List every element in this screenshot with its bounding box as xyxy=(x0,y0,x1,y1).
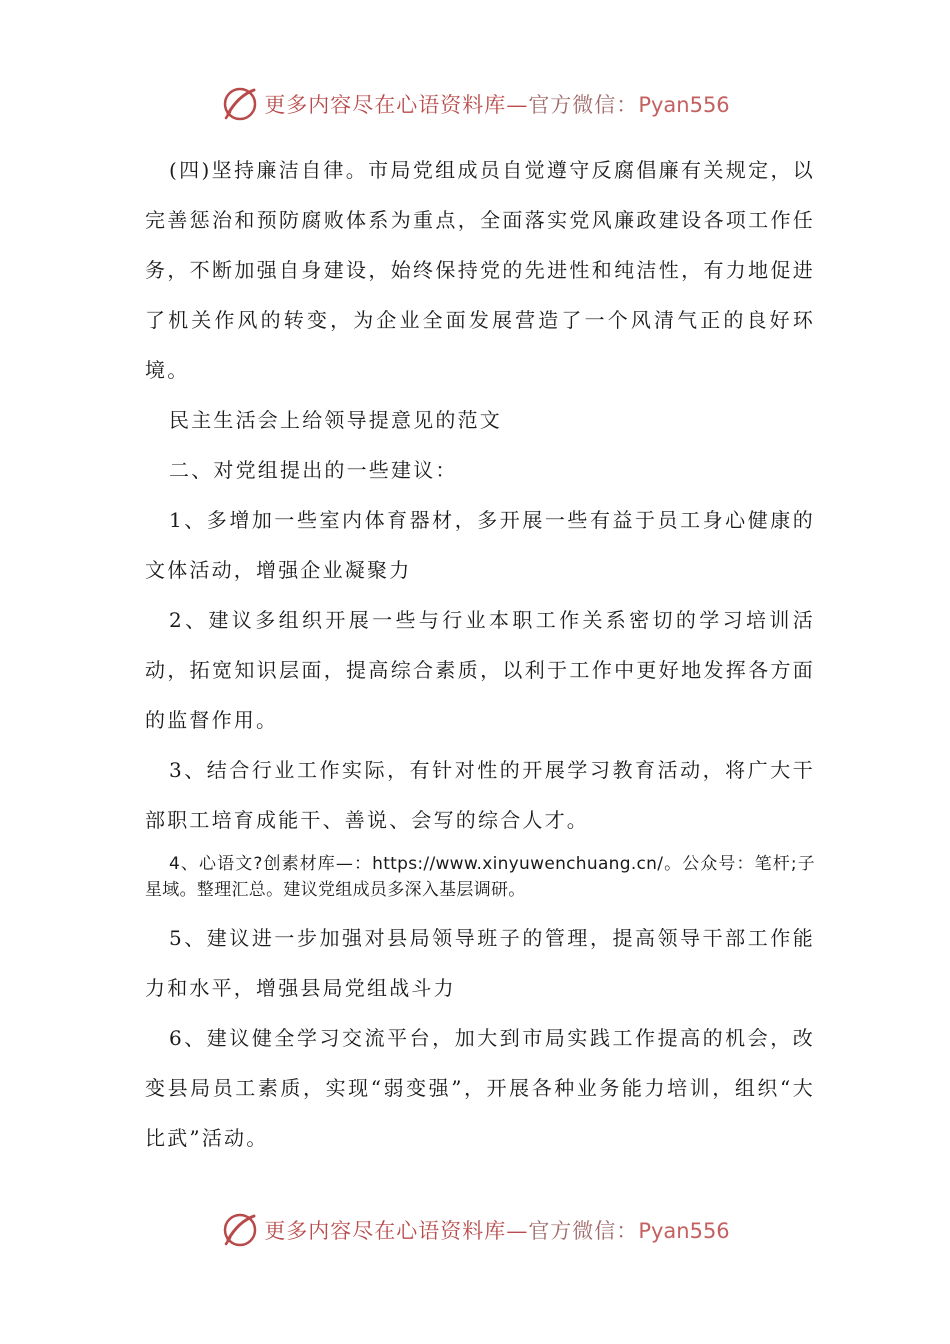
header-banner-text xyxy=(264,89,729,119)
pen-logo-icon xyxy=(220,84,260,124)
suggestion-1: 1、多增加一些室内体育器材，多开展一些有益于员工身心健康的文体活动，增强企业凝聚力 xyxy=(145,508,815,582)
header-banner xyxy=(0,82,950,126)
suggestion-5: 5、建议进一步加强对县局领导班子的管理，提高领导干部工作能力和水平，增强县局党组战斗力 xyxy=(145,926,815,1000)
banner-dash: — xyxy=(506,1219,529,1243)
paragraph-section-heading: 二、对党组提出的一些建议： xyxy=(169,458,458,482)
banner-wechat-id: Pyan556 xyxy=(638,93,730,117)
suggestion-2: 2、建议多组织开展一些与行业本职工作关系密切的学习培训活动，拓宽知识层面，提高综合素质，以利于工作中更好地发挥各方面的监督作用。 xyxy=(145,608,815,732)
banner-brand: 更多内容尽在心语资料库 xyxy=(264,1219,507,1243)
footer-banner xyxy=(0,1208,950,1252)
suggestion-6: 6、建议健全学习交流平台，加大到市局实践工作提高的机会，改变县局员工素质，实现“弱变强”，开展各种业务能力培训，组织“大比武”活动。 xyxy=(145,1026,815,1150)
banner-brand: 更多内容尽在心语资料库 xyxy=(264,93,507,117)
banner-wechat-id: Pyan556 xyxy=(638,1219,730,1243)
document-body xyxy=(145,145,815,1163)
banner-wechat-label: 官方微信： xyxy=(528,1219,639,1243)
footer-banner-text xyxy=(264,1215,729,1245)
banner-wechat-label: 官方微信： xyxy=(528,93,639,117)
suggestion-3: 3、结合行业工作实际，有针对性的开展学习教育活动，将广大干部职工培育成能干、善说、会写的综合人才。 xyxy=(145,758,815,832)
paragraph-title: 民主生活会上给领导提意见的范文 xyxy=(169,408,502,432)
paragraph-integrity: (四)坚持廉洁自律。市局党组成员自觉遵守反腐倡廉有关规定，以完善惩治和预防腐败体系为重点，全面落实党风廉政建设各项工作任务，不断加强自身建设，始终保持党的先进性和纯洁性，有力地促进了机关作风的转变，为企业全面发展营造了一个风清气正的良好环境。 xyxy=(145,158,815,382)
suggestion-4: 4、心语文?创素材库—：https://www.xinyuwenchuang.cn/。公众号：笔杆;子星域。整理汇总。建议党组成员多深入基层调研。 xyxy=(145,854,815,900)
banner-dash: — xyxy=(506,93,529,117)
pen-logo-icon xyxy=(220,1210,260,1250)
